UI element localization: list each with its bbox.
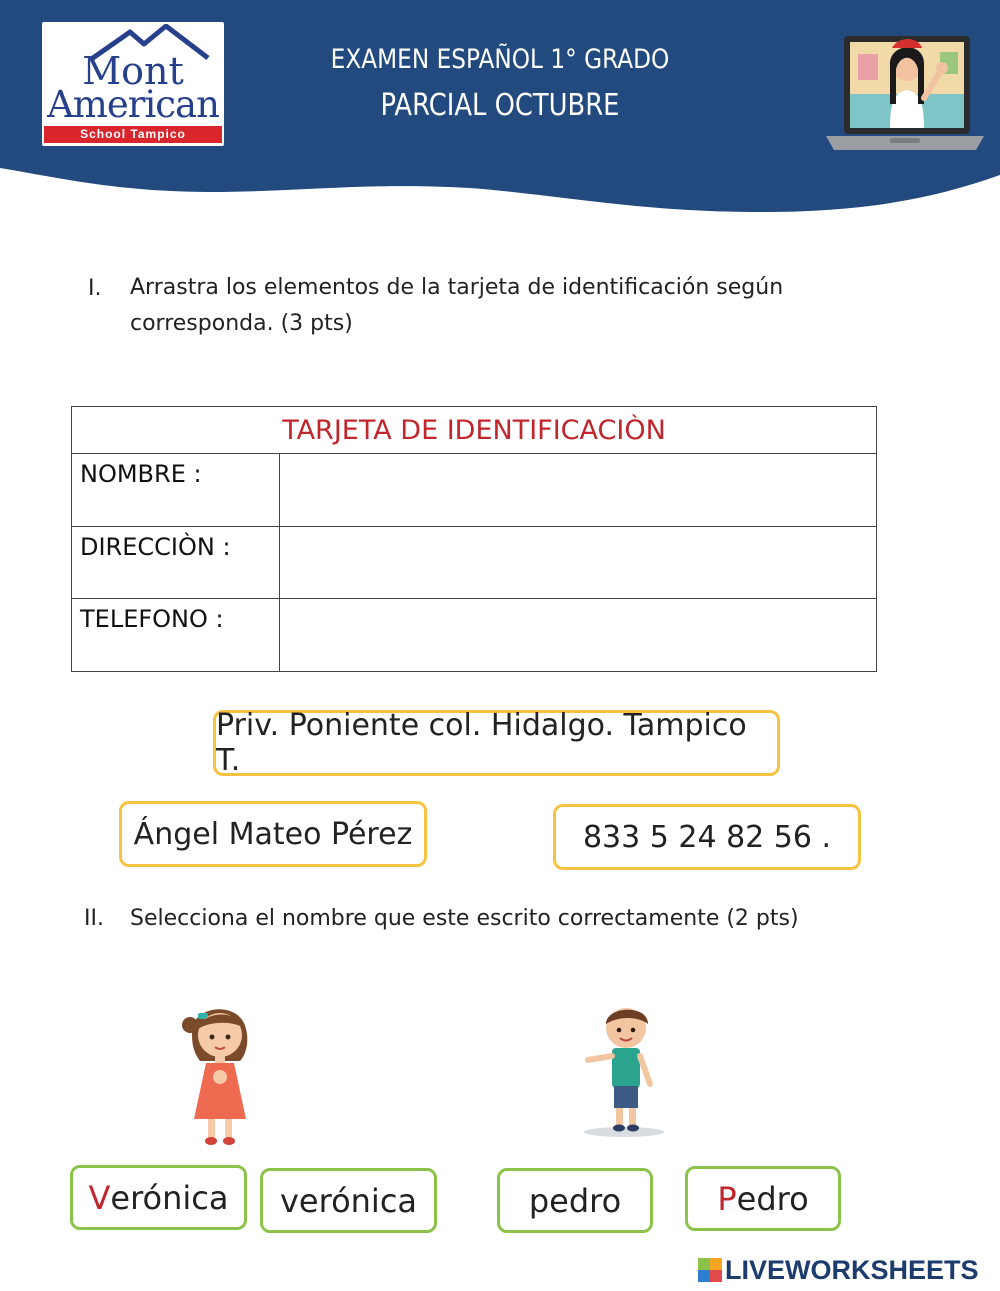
- choice-rest: edro: [736, 1179, 809, 1218]
- drag-item-name-text: Ángel Mateo Pérez: [133, 816, 413, 852]
- question-2-number: II.: [84, 906, 104, 931]
- choice-rest: pedro: [528, 1181, 622, 1220]
- question-1-line2: corresponda. (3 pts): [130, 311, 353, 336]
- label-direccion: DIRECCIÒN :: [72, 526, 280, 599]
- id-card-table: [71, 406, 877, 672]
- logo-word-american: American: [47, 83, 219, 126]
- drag-item-name[interactable]: [119, 801, 427, 867]
- question-2-text: Selecciona el nombre que este escrito correctamente (2 pts): [130, 906, 799, 931]
- label-telefono: TELEFONO :: [72, 599, 280, 672]
- label-nombre: NOMBRE :: [72, 454, 280, 527]
- choice-pedro-capitalized[interactable]: [685, 1166, 841, 1231]
- choice-veronica-lowercase[interactable]: [260, 1168, 437, 1233]
- drag-item-phone[interactable]: [553, 804, 861, 870]
- choice-veronica-capitalized[interactable]: [70, 1165, 247, 1230]
- exam-title: EXAMEN ESPAÑOL 1° GRADO: [330, 44, 670, 75]
- boy-illustration: [578, 1002, 668, 1142]
- teacher-laptop-illustration: [820, 14, 990, 159]
- school-logo: [42, 22, 224, 146]
- logo-band: School Tampico: [44, 126, 222, 143]
- drag-item-phone-text: 833 5 24 82 56 .: [582, 819, 832, 855]
- drop-zone-direccion[interactable]: [280, 526, 877, 599]
- choice-rest: verónica: [279, 1181, 418, 1220]
- question-1-number: I.: [88, 276, 102, 301]
- choice-rest: erónica: [110, 1178, 229, 1217]
- girl-illustration: [180, 995, 260, 1150]
- table-row: [72, 454, 877, 527]
- choice-initial: V: [88, 1178, 111, 1217]
- liveworksheets-brand: [698, 1255, 979, 1285]
- exam-subtitle: PARCIAL OCTUBRE: [380, 88, 620, 123]
- id-card-title: TARJETA DE IDENTIFICACIÒN: [72, 407, 877, 454]
- table-row: [72, 599, 877, 672]
- drop-zone-nombre[interactable]: [280, 454, 877, 527]
- drop-zone-telefono[interactable]: [280, 599, 877, 672]
- question-1-line1: Arrastra los elementos de la tarjeta de identificación según: [130, 275, 784, 300]
- choice-pedro-lowercase[interactable]: [497, 1168, 653, 1233]
- logo-word-mont: Mont: [82, 49, 184, 93]
- brand-text: LIVEWORKSHEETS: [725, 1254, 979, 1285]
- drag-item-address[interactable]: [213, 710, 780, 776]
- choice-initial: P: [717, 1179, 737, 1218]
- drag-item-address-text: Priv. Poniente col. Hidalgo. Tampico T.: [216, 708, 747, 778]
- liveworksheets-logo-icon: [698, 1258, 722, 1282]
- table-row: [72, 526, 877, 599]
